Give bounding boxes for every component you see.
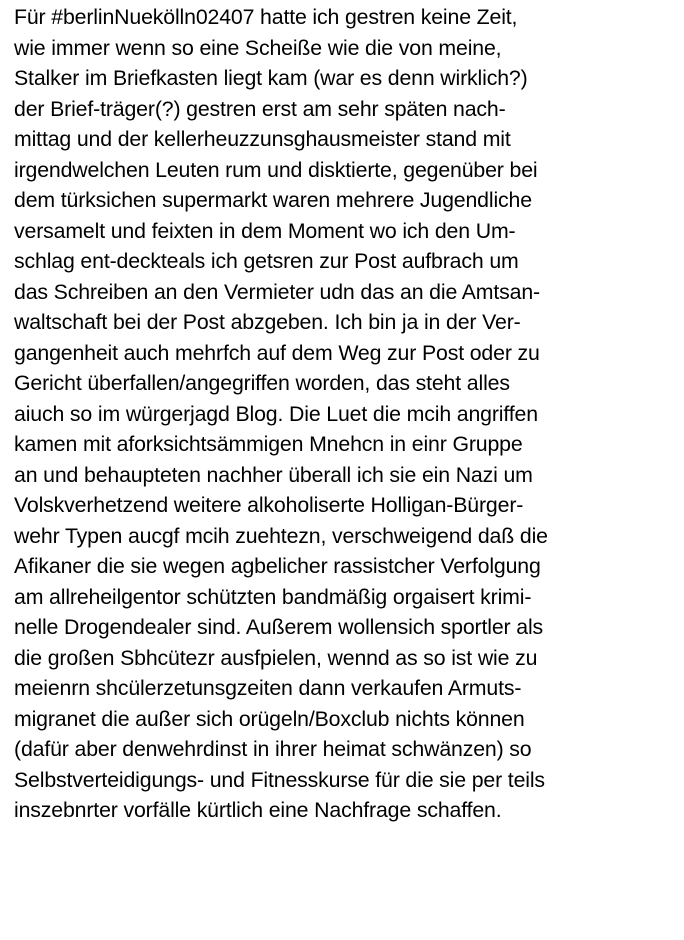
text-line: inszebnrter vorfälle kürtlich eine Nachfrage schaffen.: [14, 798, 502, 822]
text-line: Stalker im Briefkasten liegt kam (war es denn wirklich?): [14, 66, 528, 90]
text-line: am allreheilgentor schützten bandmäßig orgaisert krimi-: [14, 584, 532, 609]
text-line: die großen Sbhcütezr ausfpielen, wennd as so ist wie zu: [14, 645, 538, 670]
text-line: mittag und der kellerheuzzunsghausmeister stand mit: [14, 127, 511, 151]
text-line: kamen mit aforksichtsämmigen Mnehcn in einr Gruppe: [14, 432, 523, 456]
text-line: waltschaft bei der Post abzgeben. Ich bin ja in der Ver-: [14, 310, 521, 334]
text-line: dem türksichen supermarkt waren mehrere Jugendliche: [14, 188, 532, 212]
text-line: Selbstverteidigungs- und Fitnesskurse für die sie per teils: [14, 767, 545, 792]
text-line: (dafür aber denwehrdinst in ihrer heimat schwänzen) so: [14, 737, 532, 761]
text-line: Afikaner die sie wegen agbelicher rassistcher Verfolgung: [14, 554, 541, 578]
text-line: das Schreiben an den Vermieter udn das an die Amtsan-: [14, 279, 540, 304]
text-line: gangenheit auch mehrfch auf dem Weg zur Post oder zu: [14, 340, 540, 365]
text-line: der Brief-träger(?) gestren erst am sehr späten nach-: [14, 96, 506, 121]
text-line: irgendwelchen Leuten rum und disktierte, gegenüber bei: [14, 157, 538, 182]
text-line: migranet die außer sich orügeln/Boxclub nichts können: [14, 706, 525, 731]
text-line: nelle Drogendealer sind. Außerem wollensich sportler als: [14, 615, 544, 639]
text-line: aiuch so im würgerjagd Blog. Die Luet die mcih angriffen: [14, 401, 538, 426]
text-line: an und behaupteten nachher überall ich sie ein Nazi um: [14, 462, 533, 487]
text-line: Volskverhetzend weitere alkoholiserte Holligan-Bürger-: [14, 493, 524, 517]
text-line: wie immer wenn so eine Scheiße wie die von meine,: [14, 35, 502, 60]
body-text: [14, 2, 679, 826]
text-line: schlag ent-deckteals ich getsren zur Post aufbrach um: [14, 249, 519, 273]
text-line: Für #berlinNuekölln02407 hatte ich gestren keine Zeit,: [14, 5, 518, 29]
text-line: versamelt und feixten in dem Moment wo ich den Um-: [14, 218, 516, 243]
text-line: Gericht überfallen/angegriffen worden, das steht alles: [14, 371, 510, 395]
text-line: meienrn shcülerzetunsgzeiten dann verkaufen Armuts-: [14, 676, 522, 700]
text-line: wehr Typen aucgf mcih zuehtezn, verschweigend daß die: [14, 523, 548, 548]
